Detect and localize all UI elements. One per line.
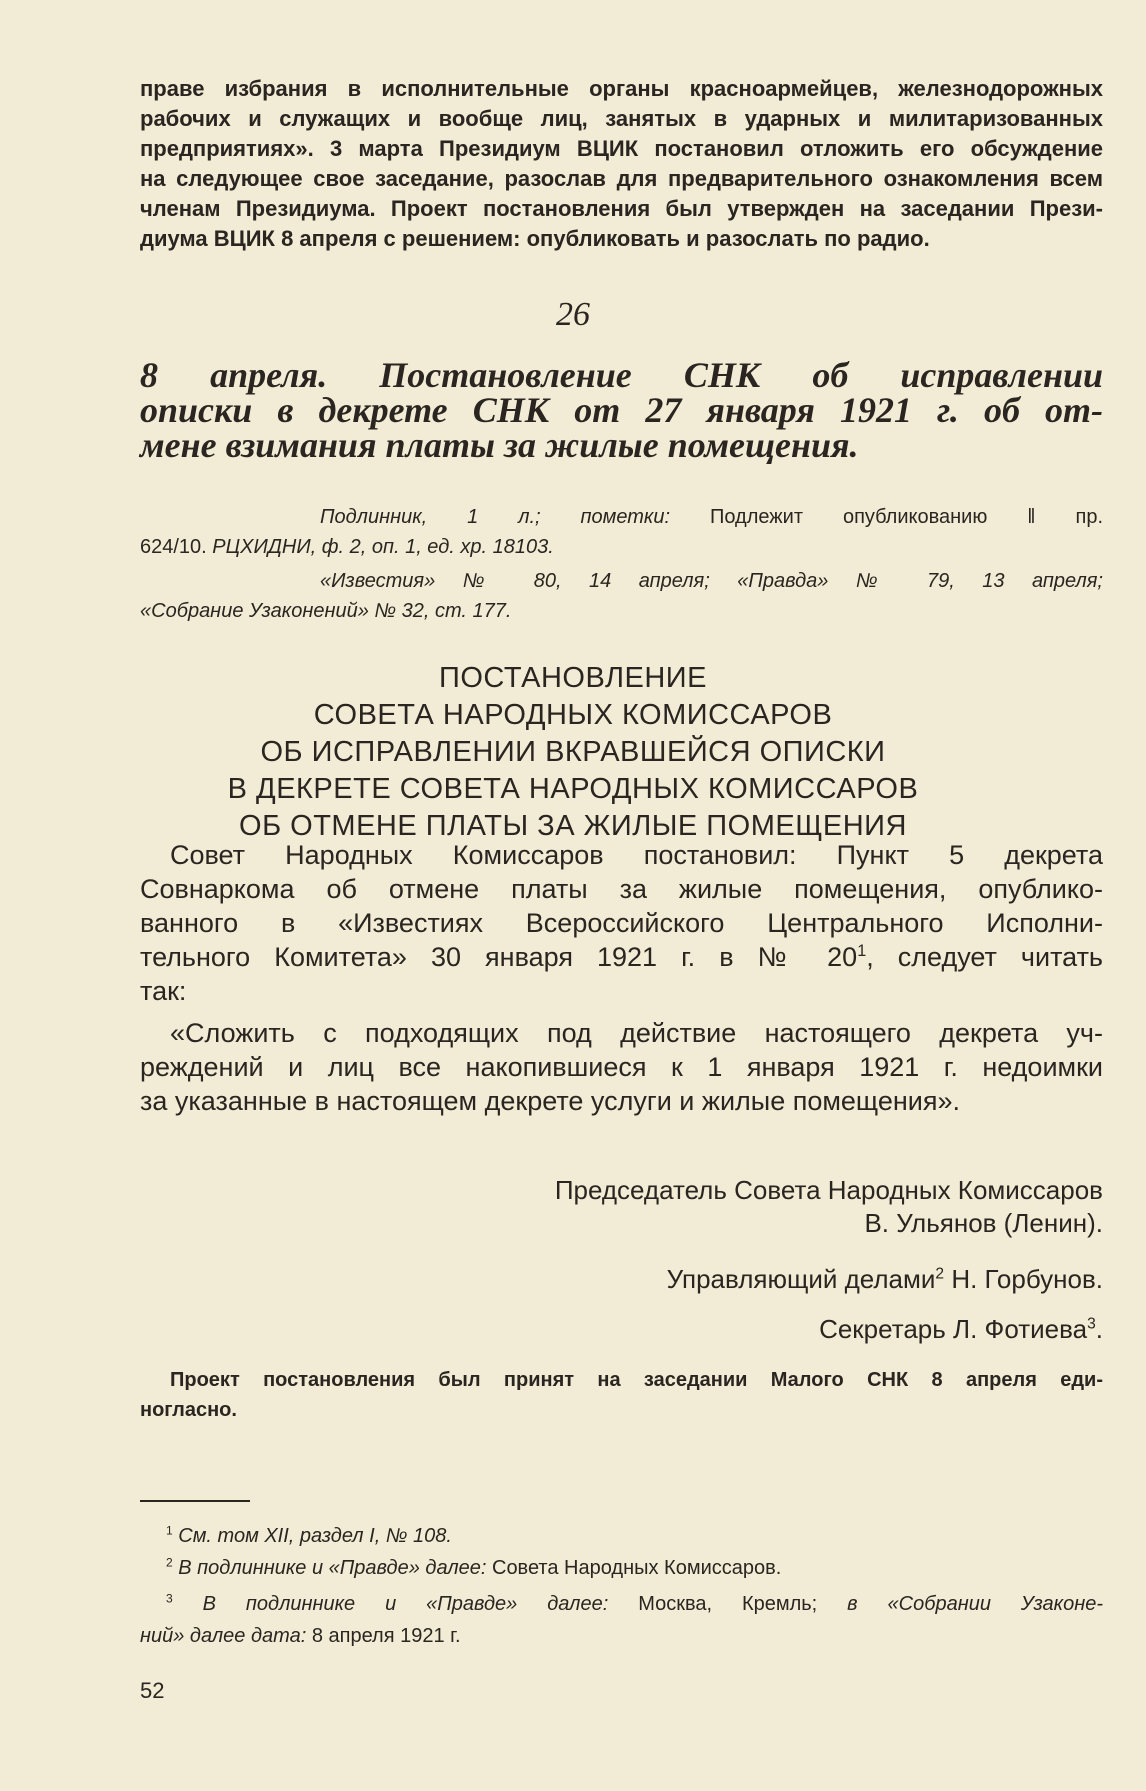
signature-name: Секретарь Л. Фотиева bbox=[819, 1314, 1088, 1344]
decree-heading bbox=[0, 660, 1146, 845]
footnote-text: ний» далее дата: bbox=[140, 1625, 307, 1647]
footnote-text: В подлиннике и «Правде» далее: bbox=[178, 1557, 487, 1579]
text-line: рабочих и служащих и вообще лиц, занятых в ударных и милитаризованных bbox=[140, 106, 1103, 131]
publication-ref: «Известия» № 80, 14 апреля; «Правда» № 79, 13 апреля; bbox=[320, 570, 1103, 592]
archive-mark: Подлежит опубликованию ‖ пр. bbox=[670, 506, 1104, 528]
footnote-text: 8 апреля 1921 г. bbox=[306, 1625, 461, 1647]
signature-chair bbox=[555, 1175, 1103, 1239]
text-line: Совнаркома об отмене платы за жилые помещения, опублико- bbox=[140, 874, 1103, 904]
text-line: так: bbox=[140, 976, 187, 1006]
title-line: описки в декрете СНК от 27 января 1921 г. об от- bbox=[140, 390, 1103, 430]
footnote-2 bbox=[140, 1552, 1103, 1584]
decree-body bbox=[140, 838, 1103, 1118]
editorial-note bbox=[140, 1365, 1103, 1425]
quote-line: за указанные в настоящем декрете услуги и жилые помещения». bbox=[140, 1086, 960, 1116]
punctuation: . bbox=[1095, 1314, 1103, 1344]
signature-name: В. Ульянов (Ленин). bbox=[864, 1208, 1103, 1238]
text-line: ванного в «Известиях Всероссийского Центрального Исполни- bbox=[140, 908, 1103, 938]
signature-name: Н. Горбунов. bbox=[944, 1264, 1103, 1294]
quote-line: «Сложить с подходящих под действие настоящего декрета уч- bbox=[170, 1018, 1103, 1048]
footnote-number: 1 bbox=[166, 1523, 173, 1538]
intro-paragraph bbox=[140, 74, 1103, 254]
footnote-text: См. том XII, раздел I, № 108. bbox=[178, 1525, 452, 1547]
text-line: членам Президиума. Проект постановления был утвержден на заседании Прези- bbox=[140, 196, 1103, 221]
signature-secretary bbox=[819, 1314, 1103, 1345]
archive-code: 624/10. bbox=[140, 536, 213, 558]
text-line: тельного Комитета» 30 января 1921 г. в № 20 bbox=[140, 942, 858, 972]
archive-note bbox=[140, 502, 1103, 626]
text-line: , следует читать bbox=[866, 942, 1103, 972]
footnote-divider bbox=[140, 1500, 250, 1502]
heading-line: В ДЕКРЕТЕ СОВЕТА НАРОДНЫХ КОМИССАРОВ bbox=[227, 773, 919, 805]
text-line: предприятиях». 3 марта Президиум ВЦИК постановил отложить его обсуждение bbox=[140, 136, 1103, 161]
footnote-ref[interactable]: 2 bbox=[935, 1265, 945, 1283]
footnote-1 bbox=[140, 1520, 1103, 1552]
footnote-text: Москва, Кремль; bbox=[608, 1593, 818, 1615]
signature-manager bbox=[667, 1264, 1103, 1295]
heading-line: ОБ ИСПРАВЛЕНИИ ВКРАВШЕЙСЯ ОПИСКИ bbox=[260, 736, 886, 768]
quote-line: реждений и лиц все накопившиеся к 1 января 1921 г. недоимки bbox=[140, 1052, 1103, 1082]
text-line: ногласно. bbox=[140, 1399, 237, 1421]
heading-line: СОВЕТА НАРОДНЫХ КОМИССАРОВ bbox=[313, 699, 833, 731]
page-number: 52 bbox=[140, 1678, 165, 1703]
heading-line: ОБ ОТМЕНЕ ПЛАТЫ ЗА ЖИЛЫЕ ПОМЕЩЕНИЯ bbox=[239, 810, 907, 842]
text-line: диума ВЦИК 8 апреля с решением: опубликовать и разослать по радио. bbox=[140, 226, 930, 251]
footnote-text: Совета Народных Комиссаров. bbox=[486, 1557, 782, 1579]
document-title bbox=[140, 355, 1103, 465]
heading-line: ПОСТАНОВЛЕНИЕ bbox=[439, 662, 707, 694]
archive-ref: РЦХИДНИ, ф. 2, оп. 1, ед. хр. 18103. bbox=[212, 536, 554, 558]
title-line: 8 апреля. Постановление СНК об исправлении bbox=[140, 355, 1103, 395]
signature-title: Управляющий делами bbox=[666, 1264, 936, 1294]
footnote-text: в «Собрании Узаконе- bbox=[817, 1593, 1104, 1615]
footnote-3 bbox=[140, 1588, 1103, 1620]
footnote-ref[interactable]: 1 bbox=[857, 942, 867, 960]
document-number: 26 bbox=[556, 296, 590, 333]
footnote-ref[interactable]: 3 bbox=[1087, 1315, 1096, 1333]
signature-title: Председатель Совета Народных Комиссаров bbox=[554, 1175, 1103, 1205]
text-line: Совет Народных Комиссаров постановил: Пункт 5 декрета bbox=[170, 840, 1103, 870]
text-line: на следующее свое заседание, разослав для предварительного ознакомления всем bbox=[140, 166, 1103, 191]
publication-ref: «Собрание Узаконений» № 32, ст. 177. bbox=[140, 600, 512, 622]
footnote-text: В подлиннике и «Правде» далее: bbox=[202, 1593, 609, 1615]
title-line: мене взимания платы за жилые помещения. bbox=[140, 425, 859, 465]
text-line: праве избрания в исполнительные органы красноармейцев, железнодорожных bbox=[140, 76, 1103, 101]
archive-source: Подлинник, 1 л.; пометки: bbox=[320, 506, 671, 528]
footnote-number: 2 bbox=[166, 1555, 173, 1570]
footnote-number: 3 bbox=[166, 1591, 173, 1606]
text-line: Проект постановления был принят на заседании Малого СНК 8 апреля еди- bbox=[170, 1369, 1103, 1391]
footnotes bbox=[140, 1520, 1103, 1652]
